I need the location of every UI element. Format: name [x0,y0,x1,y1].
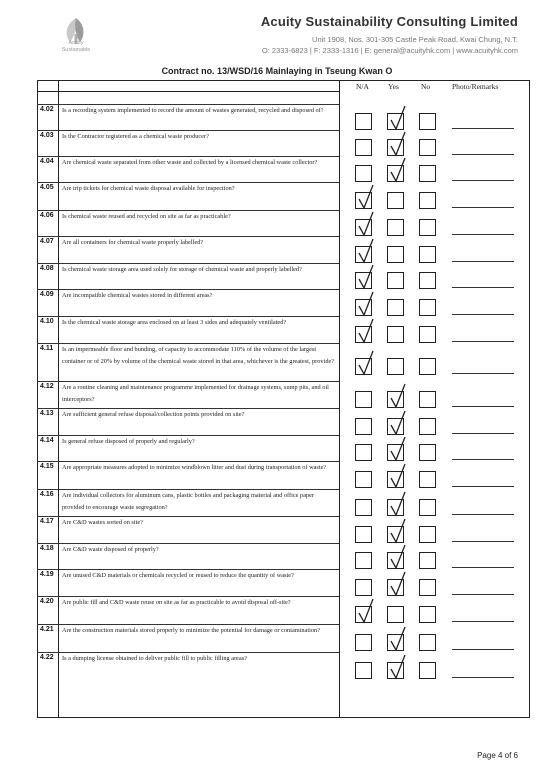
checkmark-icon [357,264,375,290]
item-number: 4.04 [40,158,54,165]
checkbox-no[interactable] [419,326,436,343]
question-text: Is the Contractor registered as a chemical waste producer? [62,133,209,140]
question-text: Are the construction materials stored properly to minimize the potential for damage or contamination? [62,627,320,634]
remarks-line[interactable] [452,459,514,460]
checkbox-yes[interactable] [387,219,404,236]
checkbox-no[interactable] [419,246,436,263]
question-text: Is an impermeable floor and bunding, of capacity to accommodate 110% of the volume of the largest container or of 20% by volume of the chemical waste stored in that area, whichever is the greatest, provide? [62,346,335,365]
page-title: Contract no. 13/WSD/16 Mainlaying in Tseung Kwan O [161,66,393,76]
checkmark-icon [389,626,407,652]
company-address: Unit 1908, Nos. 301-305 Castle Peak Road, Kwai Chung, N.T. [312,35,518,44]
question-text: Is the chemical waste storage area enclosed on at least 3 sides and adequately ventilated? [62,319,287,326]
divider [339,80,340,718]
checkmark-icon [389,491,407,517]
item-number: 4.13 [40,410,54,417]
checkbox-na[interactable] [355,113,372,130]
remarks-line[interactable] [452,314,514,315]
checkbox-na[interactable] [355,471,372,488]
checkmark-icon [389,131,407,157]
remarks-line[interactable] [452,154,514,155]
question-text: Are appropriate measures adopted to minimize windblown litter and dust during transportation of waste? [62,464,327,471]
item-number: 4.15 [40,463,54,470]
item-number: 4.20 [40,598,54,605]
company-contacts: O: 2333-6823 | F: 2333-1316 | E: general@acuityhk.com | www.acuityhk.com [261,46,518,55]
checkmark-icon [357,318,375,344]
question-text: Are trip tickets for chemical waste disposal available for inspection? [62,185,235,192]
column-header-yes: Yes [388,82,399,91]
logo-text: Acuity Sustainable [61,40,91,53]
checkbox-no[interactable] [419,272,436,289]
item-number: 4.17 [40,518,54,525]
item-number: 4.09 [40,291,54,298]
remarks-line[interactable] [452,514,514,515]
checkbox-na[interactable] [355,139,372,156]
checkbox-na[interactable] [355,418,372,435]
remarks-line[interactable] [452,287,514,288]
question-text: Is general refuse disposed of properly and regularly? [62,438,195,445]
question-text: Are public fill and C&D waste reuse on site as far as practicable to avoid disposal off-site? [62,599,291,606]
checkbox-no[interactable] [419,358,436,375]
item-number: 4.18 [40,545,54,552]
column-header-no: No [421,82,431,91]
checkbox-no[interactable] [419,606,436,623]
checkmark-icon [389,518,407,544]
remarks-line[interactable] [452,486,514,487]
item-number: 4.22 [40,654,54,661]
checkbox-yes[interactable] [387,246,404,263]
remarks-line[interactable] [452,207,514,208]
checkmark-icon [389,544,407,570]
checkmark-icon [357,598,375,624]
checkbox-no[interactable] [419,526,436,543]
question-text: Are individual collectors for aluminum cans, plastic bottles and packaging material and office paper provided to encourage waste segregation? [62,492,315,511]
leaf-logo-icon [56,14,96,62]
item-number: 4.03 [40,132,54,139]
checkbox-no[interactable] [419,662,436,679]
checkmark-icon [389,463,407,489]
company-name: Acuity Sustainability Consulting Limited [260,14,518,29]
question-text: Is chemical waste storage area used solely for storage of chemical waste and properly labelled? [62,266,302,273]
question-text: Are chemical waste separated from other waste and collected by a licensed chemical waste collector? [62,159,318,166]
checkmark-icon [389,383,407,409]
checkmark-icon [389,571,407,597]
item-number: 4.08 [40,265,54,272]
checkmark-icon [389,105,407,131]
remarks-line[interactable] [452,128,514,129]
question-text: Is a dumping license obtained to deliver public fill to public filling areas? [62,655,248,662]
remarks-line[interactable] [452,649,514,650]
remarks-line[interactable] [452,567,514,568]
checkbox-no[interactable] [419,634,436,651]
checkbox-yes[interactable] [387,358,404,375]
checkbox-yes[interactable] [387,299,404,316]
checkbox-no[interactable] [419,192,436,209]
divider [37,91,339,92]
checkbox-yes[interactable] [387,606,404,623]
checkbox-yes[interactable] [387,326,404,343]
remarks-line[interactable] [452,261,514,262]
question-text: Are sufficient general refuse disposal/collection points provided on site? [62,411,245,418]
question-text: Is chemical waste reused and recycled on site as far as practicable? [62,213,231,220]
checkmark-icon [357,350,375,376]
page-number: Page 4 of 6 [477,751,518,760]
checkbox-na[interactable] [355,579,372,596]
checkmark-icon [357,184,375,210]
item-number: 4.19 [40,571,54,578]
remarks-line[interactable] [452,433,514,434]
checkbox-no[interactable] [419,579,436,596]
item-number: 4.10 [40,318,54,325]
checkbox-no[interactable] [419,219,436,236]
checkbox-na[interactable] [355,634,372,651]
question-text: Are C&D wastes sorted on site? [62,519,143,526]
checkbox-no[interactable] [419,418,436,435]
checkbox-no[interactable] [419,113,436,130]
item-number: 4.07 [40,238,54,245]
checkbox-na[interactable] [355,391,372,408]
checkmark-icon [357,291,375,317]
checkmark-icon [357,211,375,237]
item-number: 4.16 [40,491,54,498]
item-number: 4.14 [40,437,54,444]
checkbox-no[interactable] [419,499,436,516]
item-number: 4.05 [40,184,54,191]
checkbox-yes[interactable] [387,192,404,209]
page-header [0,0,554,70]
checkbox-na[interactable] [355,499,372,516]
checkmark-icon [357,238,375,264]
remarks-line[interactable] [452,341,514,342]
item-number: 4.02 [40,106,54,113]
remarks-line[interactable] [452,406,514,407]
item-number: 4.06 [40,212,54,219]
checkbox-na[interactable] [355,662,372,679]
checkbox-no[interactable] [419,165,436,182]
checkbox-no[interactable] [419,552,436,569]
checkbox-na[interactable] [355,526,372,543]
checkbox-no[interactable] [419,471,436,488]
item-number: 4.21 [40,626,54,633]
checkbox-na[interactable] [355,444,372,461]
checkmark-icon [389,654,407,680]
remarks-line[interactable] [452,594,514,595]
checkbox-na[interactable] [355,552,372,569]
question-text: Is a recording system implemented to record the amount of wastes generated, recycled and disposed of? [62,107,324,114]
question-text: Are C&D waste disposed of properly? [62,546,159,553]
checkbox-no[interactable] [419,139,436,156]
question-text: Are incompatible chemical wastes stored in different areas? [62,292,213,299]
question-text: Are a routine cleaning and maintenance programme implemented for drainage systems, sump pits, and oil interceptors? [62,384,329,403]
checkmark-icon [389,157,407,183]
remarks-line[interactable] [452,541,514,542]
checkbox-no[interactable] [419,444,436,461]
checkbox-no[interactable] [419,391,436,408]
remarks-line[interactable] [452,234,514,235]
checkbox-na[interactable] [355,165,372,182]
checkmark-icon [389,436,407,462]
item-number: 4.11 [40,345,54,352]
remarks-line[interactable] [452,677,514,678]
divider [58,80,59,718]
checkbox-yes[interactable] [387,272,404,289]
checkmark-icon [389,410,407,436]
question-text: Are all containers for chemical waste properly labelled? [62,239,204,246]
column-header-na: N/A [356,82,369,91]
checkbox-no[interactable] [419,299,436,316]
remarks-line[interactable] [452,621,514,622]
column-header-remarks: Photo/Remarks [452,82,499,91]
remarks-line[interactable] [452,373,514,374]
item-number: 4.12 [40,383,54,390]
remarks-line[interactable] [452,180,514,181]
question-text: Are unused C&D materials or chemicals recycled or reused to reduce the quantity of waste? [62,572,294,579]
